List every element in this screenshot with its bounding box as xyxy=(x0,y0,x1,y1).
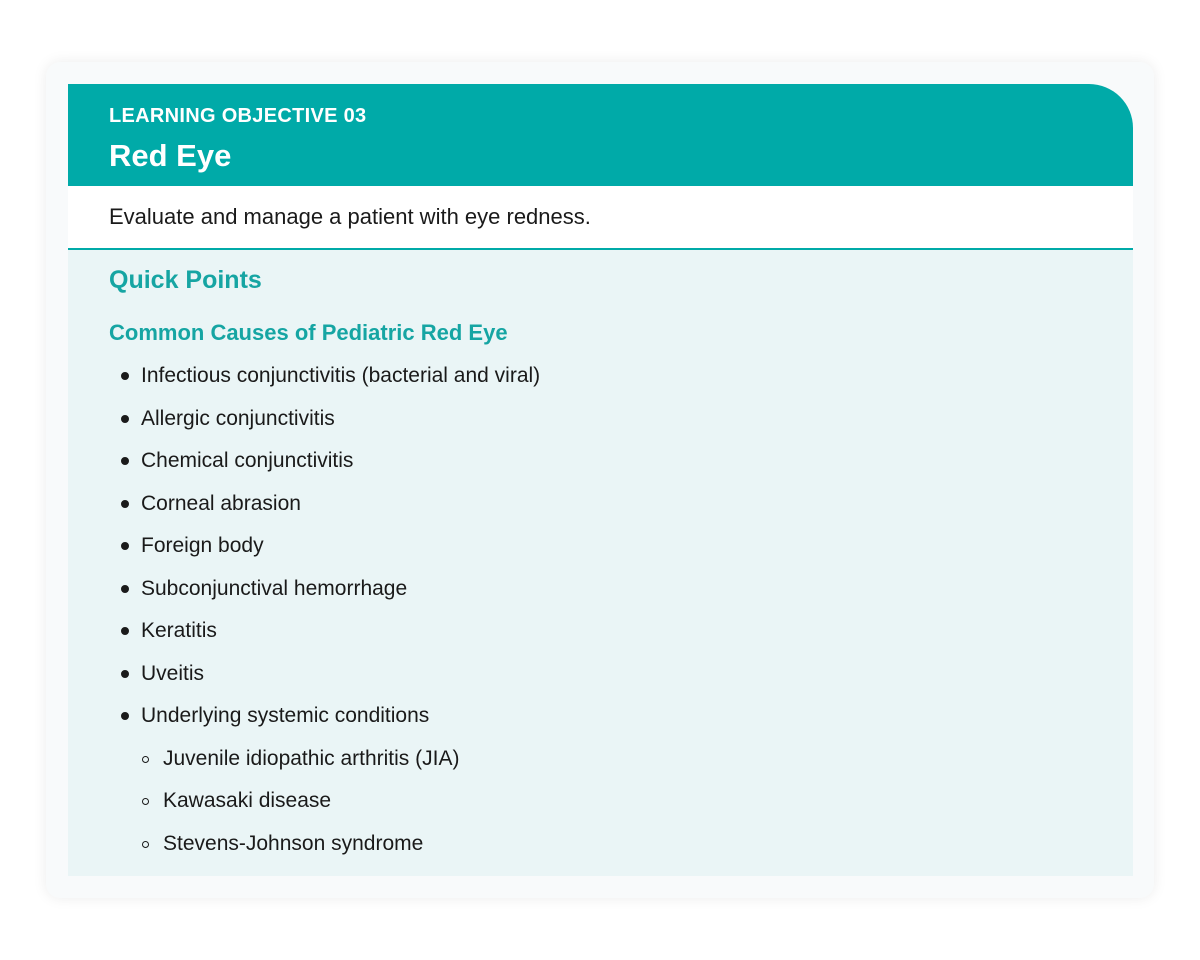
hollow-bullet-icon xyxy=(142,798,149,805)
list-item-label: Underlying systemic conditions xyxy=(141,704,430,727)
bullet-icon xyxy=(121,542,129,550)
objective-description: Evaluate and manage a patient with eye redness. xyxy=(109,204,591,229)
bullet-icon xyxy=(121,457,129,465)
objective-number: LEARNING OBJECTIVE 03 xyxy=(109,105,367,127)
list-item-label: Uveitis xyxy=(141,661,205,685)
list-item-label: Allergic conjunctivitis xyxy=(141,406,335,430)
hollow-bullet-icon xyxy=(142,841,149,848)
bullet-icon xyxy=(121,415,129,423)
bullet-icon xyxy=(121,627,129,635)
sub-list-item-label: Kawasaki disease xyxy=(163,789,332,812)
list-item-label: Subconjunctival hemorrhage xyxy=(141,576,408,600)
bullet-icon xyxy=(121,670,129,678)
list-item-label: Keratitis xyxy=(141,619,217,642)
sub-list-item-label: Stevens-Johnson syndrome xyxy=(163,831,424,855)
list-item-label: Foreign body xyxy=(141,534,264,557)
bullet-icon xyxy=(121,585,129,593)
list-item-label: Infectious conjunctivitis (bacterial and viral) xyxy=(141,364,541,387)
sub-list-item-label: Juvenile idiopathic arthritis (JIA) xyxy=(163,746,460,770)
objective-title: Red Eye xyxy=(109,138,232,173)
causes-subheading: Common Causes of Pediatric Red Eye xyxy=(109,320,508,345)
bullet-icon xyxy=(121,500,129,508)
list-item-label: Chemical conjunctivitis xyxy=(141,449,354,472)
learning-objective-panel xyxy=(68,84,1133,876)
list-item-label: Corneal abrasion xyxy=(141,491,301,515)
objective-description-bar xyxy=(68,186,1133,250)
quick-points-heading: Quick Points xyxy=(109,266,262,294)
hollow-bullet-icon xyxy=(142,756,149,763)
objective-header xyxy=(68,84,1133,186)
quick-points-section xyxy=(68,250,1133,876)
bullet-icon xyxy=(121,712,129,720)
bullet-icon xyxy=(121,372,129,380)
